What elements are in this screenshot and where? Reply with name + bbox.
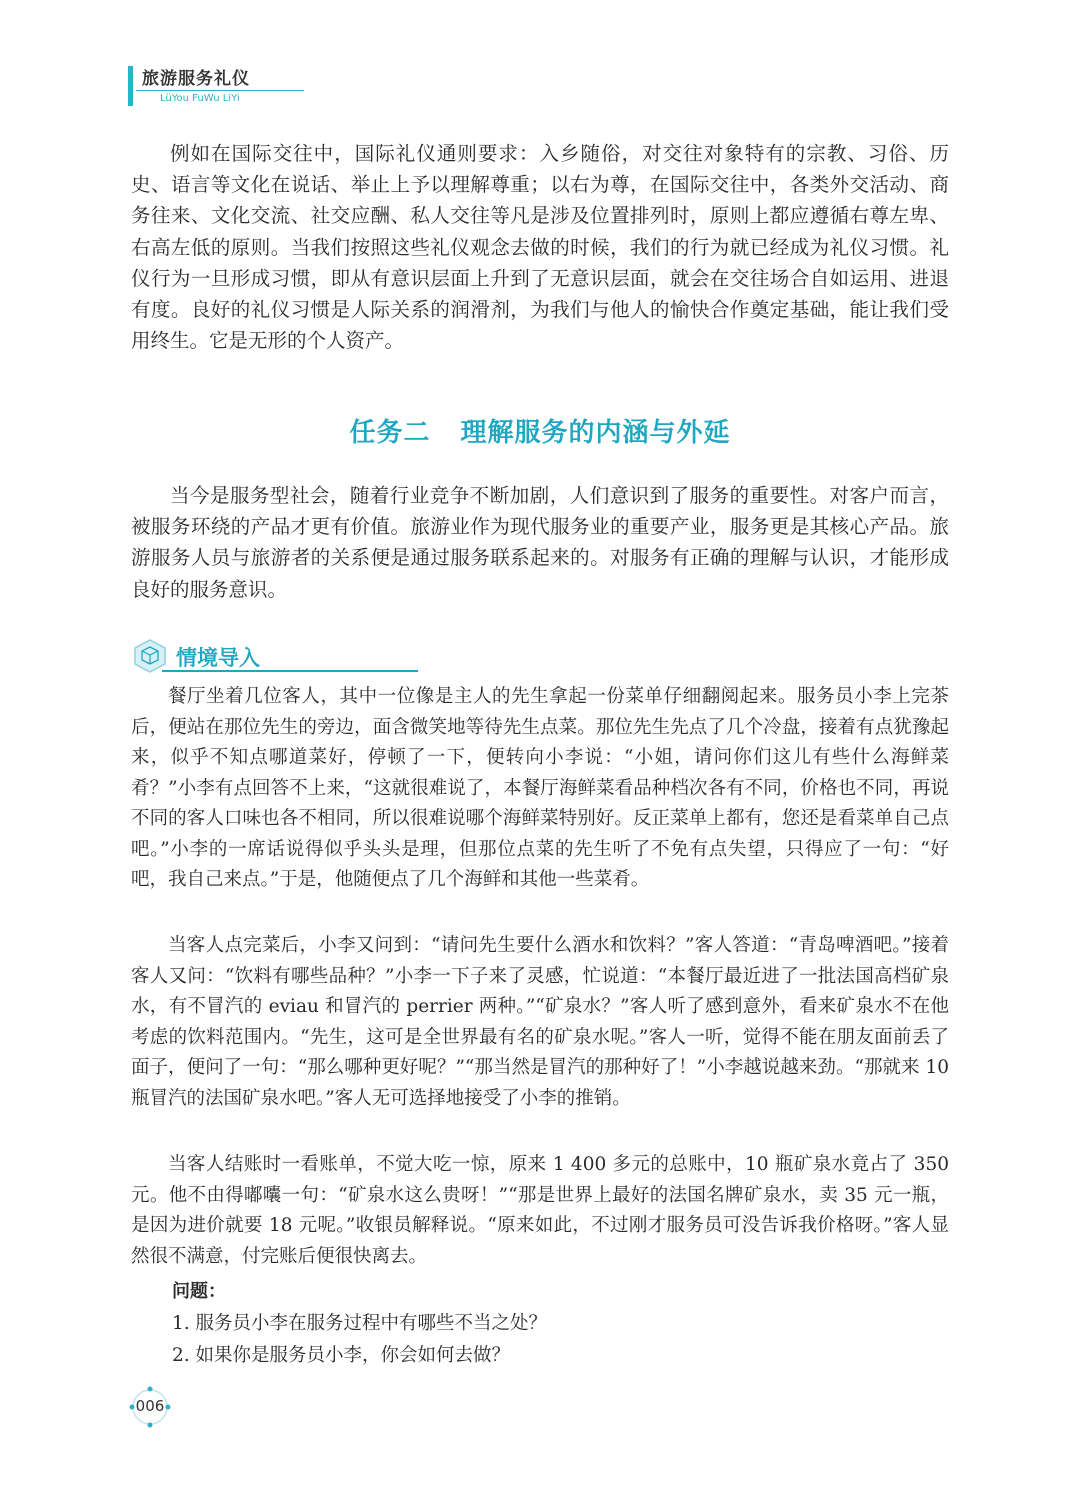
question-item: 2. 如果你是服务员小李，你会如何去做？ (172, 1345, 511, 1366)
book-title: 旅游服务礼仪 (142, 69, 250, 89)
cube-icon (132, 638, 168, 674)
scenario-label-text: 情境导入 (176, 646, 260, 670)
page-number: 006 (135, 1397, 165, 1415)
section-heading (0, 412, 1080, 449)
header-accent-bar (128, 66, 133, 106)
intro-paragraph: 例如在国际交往中，国际礼仪通则要求：入乡随俗，对交往对象特有的宗教、习俗、历史、语言等文化在说话、举止上予以理解尊重；以右为尊，在国际交往中，各类外交活动、商务往来、文化交流、社交应酬、私人交往等凡是涉及位置排列时，原则上都应遵循右尊左卑、右高左低的原则。当我们按照这些礼仪观念去做的时候，我们的行为就已经成为礼仪习惯。礼仪行为一旦形成习惯，即从有意识层面上升到了无意识层面，就会在交往场合自如运用、进退有度。良好的礼仪习惯是人际关系的润滑剂，为我们与他人的愉快合作奠定基础，能让我们受用终生。它是无形的个人资产。 (131, 142, 949, 353)
questions-heading: 问题： (172, 1281, 226, 1302)
question-item: 1. 服务员小李在服务过程中有哪些不当之处？ (172, 1313, 548, 1334)
scenario-paragraph-2: 当客人点完菜后，小李又问到：“请问先生要什么酒水和饮料？”客人答道：“青岛啤酒吧。”接着客人又问：“饮料有哪些品种？”小李一下子来了灵感，忙说道：“本餐厅最近进了一批法国高档矿泉水，有不冒汽的 eviau 和冒汽的 perrier 两种。”“矿泉水？”客人听了感到意外，看来矿泉水不在他考虑的饮料范围内。“先生，这可是全世界最有名的矿泉水呢。”客人一听，觉得不能在朋友面前丢了面子，便问了一句：“那么哪种更好呢？”“那当然是冒汽的那种好了！”小李越说越来劲。“那就来 10 瓶冒汽的法国矿泉水吧。”客人无可选择地接受了小李的推销。 (131, 935, 949, 1109)
running-header (128, 62, 308, 112)
scenario-label-rule (162, 670, 418, 672)
section-number: 任务二 (349, 418, 431, 448)
scenario-paragraph-3: 当客人结账时一看账单，不觉大吃一惊，原来 1 400 多元的总账中，10 瓶矿泉水竟占了 350 元。他不由得嘟囔一句：“矿泉水这么贵呀！”“那是世界上最好的法国名牌矿泉水，卖 35 元一瓶，是因为进价就要 18 元呢。”收银员解释说。“原来如此，不过刚才服务员可没告诉我价格呀。”客人显然很不满意，付完账后便很快离去。 (131, 1154, 949, 1267)
section-title: 理解服务的内涵与外延 (460, 418, 731, 448)
page-number-badge (126, 1385, 174, 1429)
book-title-pinyin: LüYou FuWu LiYi (160, 93, 240, 104)
scenario-paragraph-1: 餐厅坐着几位客人，其中一位像是主人的先生拿起一份菜单仔细翻阅起来。服务员小李上完茶后，便站在那位先生的旁边，面含微笑地等待先生点菜。那位先生先点了几个冷盘，接着有点犹豫起来，似乎不知点哪道菜好，停顿了一下，便转向小李说：“小姐，请问你们这儿有些什么海鲜菜肴？”小李有点回答不上来，“这就很难说了，本餐厅海鲜菜看品种档次各有不同，价格也不同，再说不同的客人口味也各不相同，所以很难说哪个海鲜菜特别好。反正菜单上都有，您还是看菜单自己点吧。”小李的一席话说得似乎头头是理，但那位点菜的先生听了不免有点失望，只得应了一句：“好吧，我自己来点。”于是，他随便点了几个海鲜和其他一些菜肴。 (131, 686, 949, 890)
header-rule (136, 90, 304, 91)
section-paragraph: 当今是服务型社会，随着行业竞争不断加剧，人们意识到了服务的重要性。对客户而言，被服务环绕的产品才更有价值。旅游业作为现代服务业的重要产业，服务更是其核心产品。旅游服务人员与旅游者的关系便是通过服务联系起来的。对服务有正确的理解与认识，才能形成良好的服务意识。 (131, 484, 949, 601)
scenario-label (132, 636, 292, 676)
